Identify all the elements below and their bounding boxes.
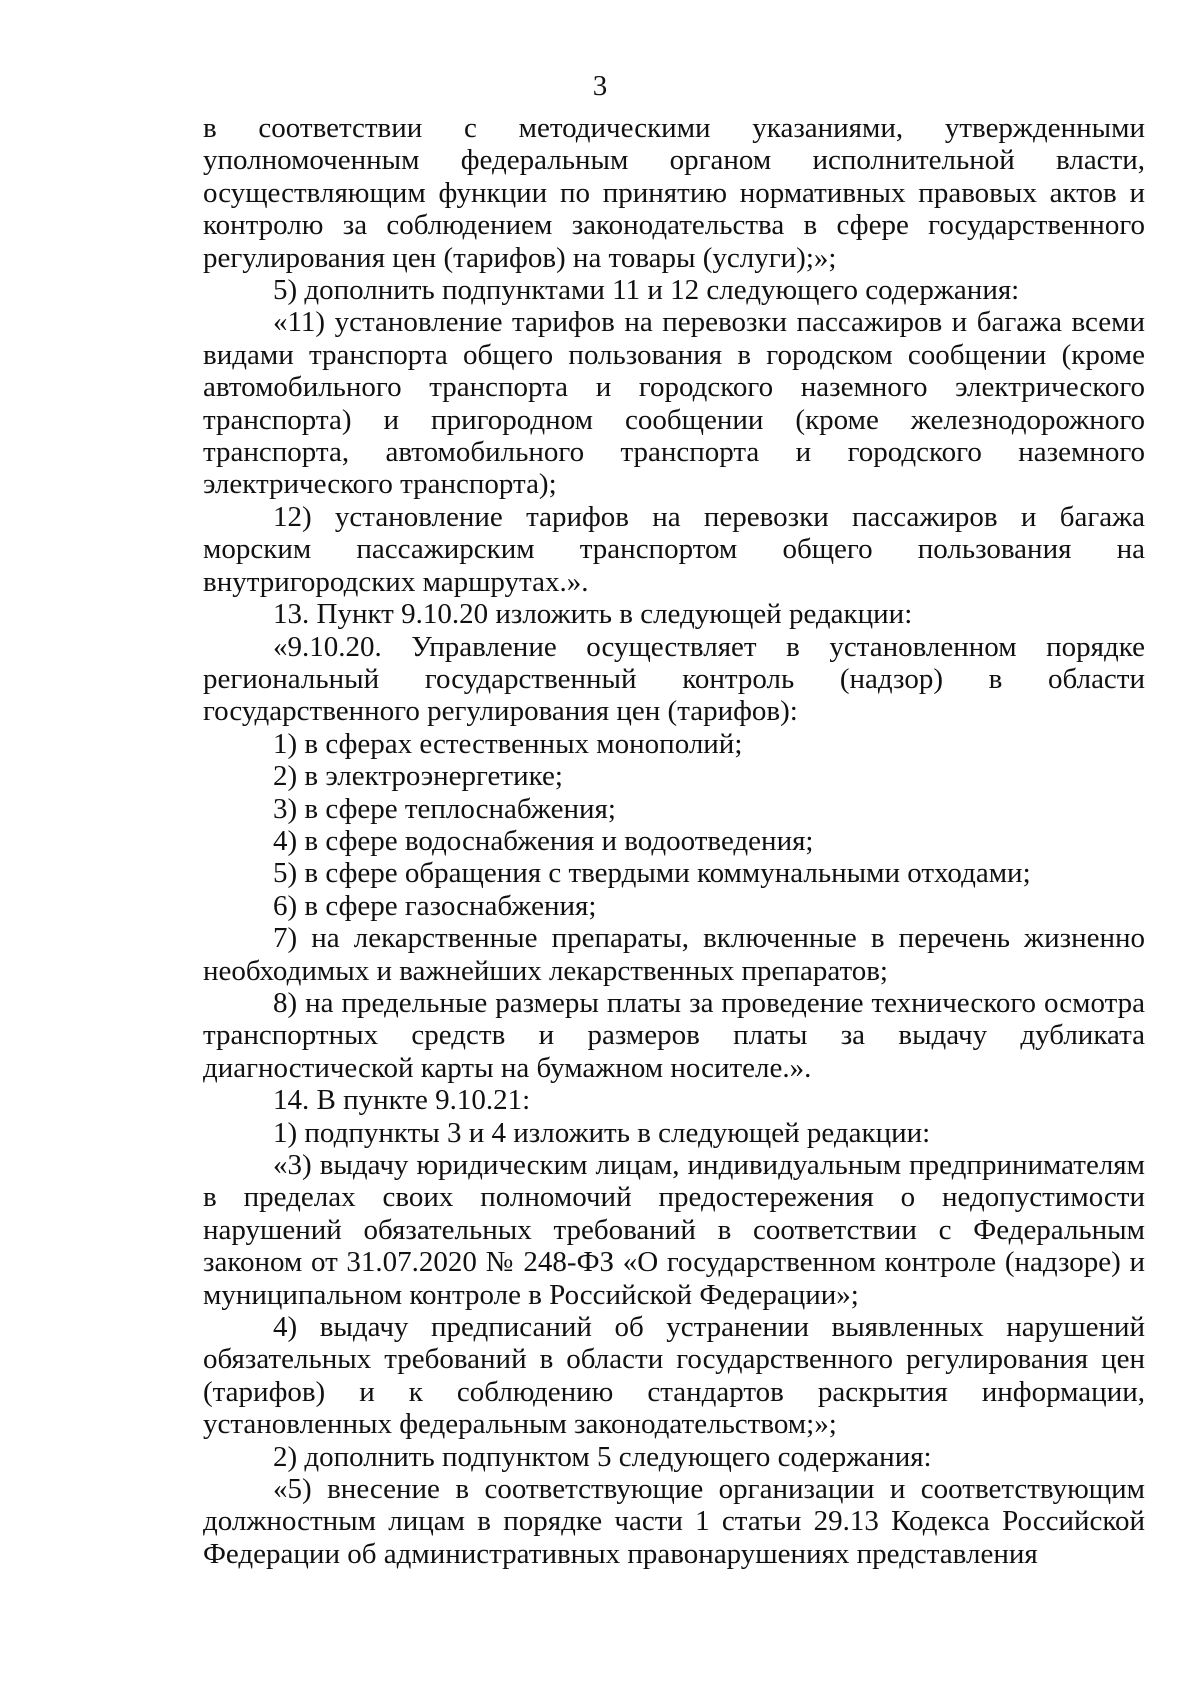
paragraph: 5) дополнить подпунктами 11 и 12 следующего содержания:	[273, 274, 1020, 307]
list-item: 3) в сфере теплоснабжения;	[273, 792, 616, 825]
list-item: «3) выдачу юридическим лицам, индивидуальным предпринимателям в пределах своих полномочий предостережения о недопустимости нарушений обязательных требований в соответствии с Федеральным законом от 31.07.2020 № 248-ФЗ «О государственном контроле (надзоре) и муниципальном контроле в Российской Федерации»;	[203, 1149, 1145, 1311]
list-item: 2) дополнить подпунктом 5 следующего содержания:	[273, 1440, 932, 1473]
list-item: 5) в сфере обращения с твердыми коммунальными отходами;	[273, 857, 1031, 890]
list-item: 6) в сфере газоснабжения;	[273, 889, 597, 922]
list-item: 8) на предельные размеры платы за проведение технического осмотра транспортных средств и размеров платы за выдачу дубликата диагностической карты на бумажном носителе.».	[203, 986, 1145, 1084]
list-item: 4) выдачу предписаний об устранении выявленных нарушений обязательных требований в области государственного регулирования цен (тарифов) и к соблюдению стандартов раскрытия информации, установленных федеральным законодательством;»;	[203, 1311, 1145, 1441]
list-item: 7) на лекарственные препараты, включенные в перечень жизненно необходимых и важнейших лекарственных препаратов;	[203, 922, 1145, 987]
list-item: 1) в сферах естественных монополий;	[273, 727, 743, 760]
paragraph: «11) установление тарифов на перевозки пассажиров и багажа всеми видами транспорта общего пользования в городском сообщении (кроме автомобильного транспорта и городского наземного электрического транспорта) и пригородном сообщении (кроме железнодорожного транспорта, автомобильного транспорта и городского наземного электрического транспорта);	[203, 306, 1145, 501]
list-item: «5) внесение в соответствующие организации и соответствующим должностным лицам в порядке части 1 статьи 29.13 Кодекса Российской Федерации об административных правонарушениях представления	[203, 1473, 1145, 1570]
paragraph: 13. Пункт 9.10.20 изложить в следующей редакции:	[273, 598, 913, 631]
paragraph: 14. В пункте 9.10.21:	[273, 1084, 531, 1117]
list-item: 1) подпункты 3 и 4 изложить в следующей редакции:	[273, 1116, 931, 1149]
paragraph: 12) установление тарифов на перевозки пассажиров и багажа морским пассажирским транспортом общего пользования на внутригородских маршрутах.».	[203, 500, 1145, 598]
document-body	[203, 112, 1145, 1570]
list-item: 4) в сфере водоснабжения и водоотведения;	[273, 824, 814, 857]
paragraph: «9.10.20. Управление осуществляет в установленном порядке региональный государственный контроль (надзор) в области государственного регулирования цен (тарифов):	[203, 630, 1145, 728]
paragraph: в соответствии с методическими указаниями, утвержденными уполномоченным федеральным органом исполнительной власти, осуществляющим функции по принятию нормативных правовых актов и контролю за соблюдением законодательства в сфере государственного регулирования цен (тарифов) на товары (услуги);»;	[203, 112, 1145, 274]
list-item: 2) в электроэнергетике;	[273, 760, 563, 793]
page-number: 3	[592, 70, 608, 102]
